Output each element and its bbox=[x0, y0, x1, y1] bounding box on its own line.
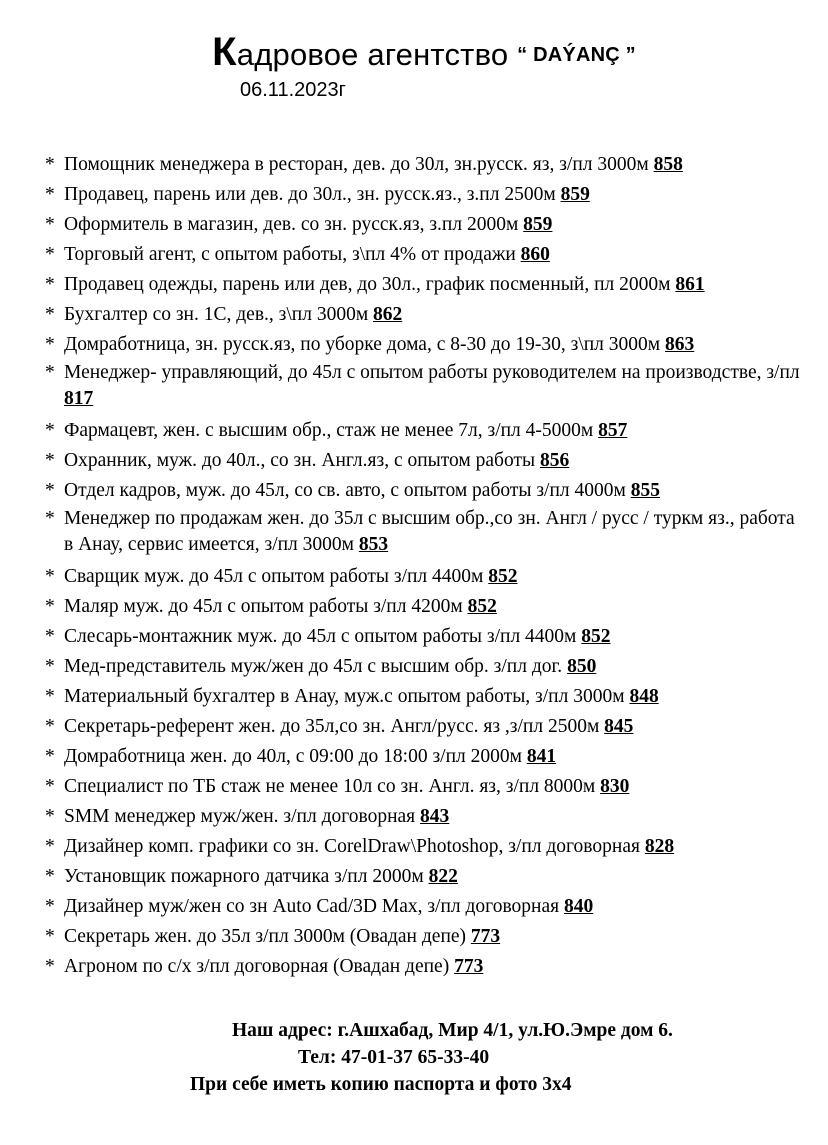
vacancy-code: 862 bbox=[373, 304, 403, 325]
vacancy-text: Менеджер- управляющий, до 45л с опытом работы руководителем на производстве, з/пл bbox=[64, 362, 800, 383]
vacancy-code: 859 bbox=[560, 184, 590, 205]
vacancy-item: * Слесарь-монтажник муж. до 45л с опытом работы з/пл 4400м 852 bbox=[45, 626, 611, 647]
vacancy-text: Домработница жен. до 40л, с 09:00 до 18:00 з/пл 2000м bbox=[64, 746, 522, 767]
vacancy-item: * Дизайнер муж/жен со зн Auto Cad/3D Max, з/пл договорная 840 bbox=[45, 896, 594, 917]
vacancy-text: Маляр муж. до 45л с опытом работы з/пл 4200м bbox=[64, 596, 463, 617]
vacancy-item: * Сварщик муж. до 45л с опытом работы з/пл 4400м 852 bbox=[45, 566, 518, 587]
vacancy-item: * Отдел кадров, муж. до 45л, со св. авто, с опытом работы з/пл 4000м 855 bbox=[45, 480, 660, 501]
vacancy-text: Помощник менеджера в ресторан, дев. до 30л, зн.русск. яз, з/пл 3000м bbox=[64, 154, 649, 175]
vacancy-text: Торговый агент, с опытом работы, з\пл 4% от продажи bbox=[64, 244, 516, 265]
vacancy-item: * SMM менеджер муж/жен. з/пл договорная 843 bbox=[45, 806, 450, 827]
vacancy-text: Менеджер по продажам жен. до 35л с высшим обр.,со зн. Англ / русс / туркм яз., работа в Анау, сервис имеется, з/пл 3000м bbox=[64, 508, 795, 555]
vacancy-code: 830 bbox=[600, 776, 630, 797]
vacancy-code: 822 bbox=[428, 866, 458, 887]
vacancy-text: Специалист по ТБ стаж не менее 10л со зн. Англ. яз, з/пл 8000м bbox=[64, 776, 596, 797]
vacancy-item: * Агроном по с/х з/пл договорная (Овадан депе) 773 bbox=[45, 956, 484, 977]
vacancy-code: 845 bbox=[604, 716, 634, 737]
vacancy-text: SMM менеджер муж/жен. з/пл договорная bbox=[64, 806, 416, 827]
vacancy-text: Продавец, парень или дев. до 30л., зн. русск.яз., з.пл 2500м bbox=[64, 184, 556, 205]
vacancy-item: * Менеджер- управляющий, до 45л с опытом работы руководителем на производстве, з/пл 817 bbox=[45, 362, 800, 409]
document-header bbox=[0, 30, 828, 102]
title-first-letter: К bbox=[212, 30, 237, 74]
vacancy-code: 840 bbox=[563, 896, 594, 917]
vacancy-code: 852 bbox=[488, 566, 518, 587]
vacancy-code: 773 bbox=[454, 956, 484, 977]
vacancy-code: 848 bbox=[629, 686, 659, 707]
documents-note: При себе иметь копию паспорта и фото 3х4 bbox=[190, 1074, 572, 1095]
vacancy-code: 860 bbox=[520, 244, 550, 265]
vacancy-item: * Торговый агент, с опытом работы, з\пл 4% от продажи 860 bbox=[45, 244, 550, 265]
vacancy-text: Установщик пожарного датчика з/пл 2000м bbox=[64, 866, 424, 887]
vacancy-item: * Домработница жен. до 40л, с 09:00 до 18:00 з/пл 2000м 841 bbox=[45, 746, 557, 767]
vacancy-text: Дизайнер муж/жен со зн Auto Cad/3D Max, з/пл договорная bbox=[64, 896, 560, 917]
vacancy-item: * Охранник, муж. до 40л., со зн. Англ.яз, с опытом работы 856 bbox=[45, 450, 570, 471]
agency-brand: “ DAÝANÇ ” bbox=[517, 44, 636, 66]
vacancy-text: Слесарь-монтажник муж. до 45л с опытом работы з/пл 4400м bbox=[64, 626, 577, 647]
vacancy-item: * Специалист по ТБ стаж не менее 10л со зн. Англ. яз, з/пл 8000м 830 bbox=[45, 776, 630, 797]
vacancy-code: 858 bbox=[653, 154, 683, 175]
vacancy-item: * Помощник менеджера в ресторан, дев. до 30л, зн.русск. яз, з/пл 3000м 858 bbox=[45, 154, 683, 175]
vacancy-text: Охранник, муж. до 40л., со зн. Англ.яз, с опытом работы bbox=[64, 450, 536, 471]
vacancy-item: * Бухгалтер со зн. 1С, дев., з\пл 3000м 862 bbox=[45, 304, 403, 325]
vacancy-code: 773 bbox=[470, 926, 501, 947]
vacancy-code: 853 bbox=[358, 534, 389, 555]
vacancy-text: Агроном по с/х з/пл договорная (Овадан депе) bbox=[64, 956, 450, 977]
vacancy-text: Сварщик муж. до 45л с опытом работы з/пл 4400м bbox=[64, 566, 484, 587]
vacancy-item: * Менеджер по продажам жен. до 35л с высшим обр.,со зн. Англ / русс / туркм яз., работа в Анау, сервис имеется, з/пл 3000м 853 bbox=[45, 508, 795, 555]
vacancy-item: * Установщик пожарного датчика з/пл 2000м 822 bbox=[45, 866, 458, 887]
vacancy-code: 843 bbox=[420, 806, 450, 827]
vacancy-text: Дизайнер комп. графики со зн. CorelDraw\Photoshop, з/пл договорная bbox=[64, 836, 640, 857]
vacancy-item: * Секретарь жен. до 35л з/пл 3000м (Овадан депе) 773 bbox=[45, 926, 501, 947]
vacancy-code: 857 bbox=[598, 420, 628, 441]
vacancy-item: * Домработница, зн. русск.яз, по уборке дома, с 8-30 до 19-30, з\пл 3000м 863 bbox=[45, 334, 695, 355]
vacancy-text: Материальный бухгалтер в Анау, муж.с опытом работы, з/пл 3000м bbox=[64, 686, 625, 707]
vacancy-item: * Дизайнер комп. графики со зн. CorelDraw\Photoshop, з/пл договорная 828 bbox=[45, 836, 675, 857]
vacancy-text: Секретарь-референт жен. до 35л,со зн. Англ/русс. яз ,з/пл 2500м bbox=[64, 716, 600, 737]
vacancy-text: Оформитель в магазин, дев. со зн. русск.яз, з.пл 2000м bbox=[64, 214, 519, 235]
vacancy-code: 855 bbox=[630, 480, 660, 501]
vacancy-text: Домработница, зн. русск.яз, по уборке дома, с 8-30 до 19-30, з\пл 3000м bbox=[64, 334, 661, 355]
vacancy-code: 817 bbox=[64, 388, 94, 409]
vacancy-code: 828 bbox=[644, 836, 675, 857]
agency-title bbox=[0, 30, 828, 75]
vacancy-code: 861 bbox=[675, 274, 705, 295]
vacancy-code: 841 bbox=[526, 746, 557, 767]
vacancy-code: 859 bbox=[523, 214, 553, 235]
vacancy-text: Бухгалтер со зн. 1С, дев., з\пл 3000м bbox=[64, 304, 369, 325]
vacancy-code: 856 bbox=[539, 450, 570, 471]
vacancy-item: * Секретарь-референт жен. до 35л,со зн. Англ/русс. яз ,з/пл 2500м 845 bbox=[45, 716, 634, 737]
agency-phones: Тел: 47-01-37 65-33-40 bbox=[298, 1047, 490, 1068]
vacancy-item: * Оформитель в магазин, дев. со зн. русск.яз, з.пл 2000м 859 bbox=[45, 214, 553, 235]
title-text: адровое агентство bbox=[236, 37, 518, 72]
agency-address: Наш адрес: г.Ашхабад, Мир 4/1, ул.Ю.Эмре дом 6. bbox=[232, 1020, 673, 1041]
document-date: 06.11.2023г bbox=[240, 79, 346, 101]
vacancy-item: * Продавец одежды, парень или дев, до 30л., график посменный, пл 2000м 861 bbox=[45, 274, 705, 295]
vacancy-text: Мед-представитель муж/жен до 45л с высшим обр. з/пл дог. bbox=[64, 656, 563, 677]
vacancy-item: * Материальный бухгалтер в Анау, муж.с опытом работы, з/пл 3000м 848 bbox=[45, 686, 659, 707]
vacancy-item: * Продавец, парень или дев. до 30л., зн. русск.яз., з.пл 2500м 859 bbox=[45, 184, 590, 205]
vacancy-item: * Маляр муж. до 45л с опытом работы з/пл 4200м 852 bbox=[45, 596, 497, 617]
vacancy-code: 863 bbox=[665, 334, 695, 355]
vacancy-code: 852 bbox=[581, 626, 611, 647]
vacancy-text: Секретарь жен. до 35л з/пл 3000м (Овадан депе) bbox=[64, 926, 467, 947]
contact-footer bbox=[0, 1017, 828, 1098]
vacancy-item: * Мед-представитель муж/жен до 45л с высшим обр. з/пл дог. 850 bbox=[45, 656, 597, 677]
vacancy-code: 850 bbox=[567, 656, 597, 677]
vacancy-text: Продавец одежды, парень или дев, до 30л., график посменный, пл 2000м bbox=[64, 274, 671, 295]
vacancy-text: Фармацевт, жен. с высшим обр., стаж не менее 7л, з/пл 4-5000м bbox=[64, 420, 594, 441]
vacancy-list bbox=[45, 150, 805, 982]
vacancy-text: Отдел кадров, муж. до 45л, со св. авто, с опытом работы з/пл 4000м bbox=[64, 480, 626, 501]
vacancy-item: * Фармацевт, жен. с высшим обр., стаж не менее 7л, з/пл 4-5000м 857 bbox=[45, 420, 628, 441]
vacancy-code: 852 bbox=[467, 596, 497, 617]
